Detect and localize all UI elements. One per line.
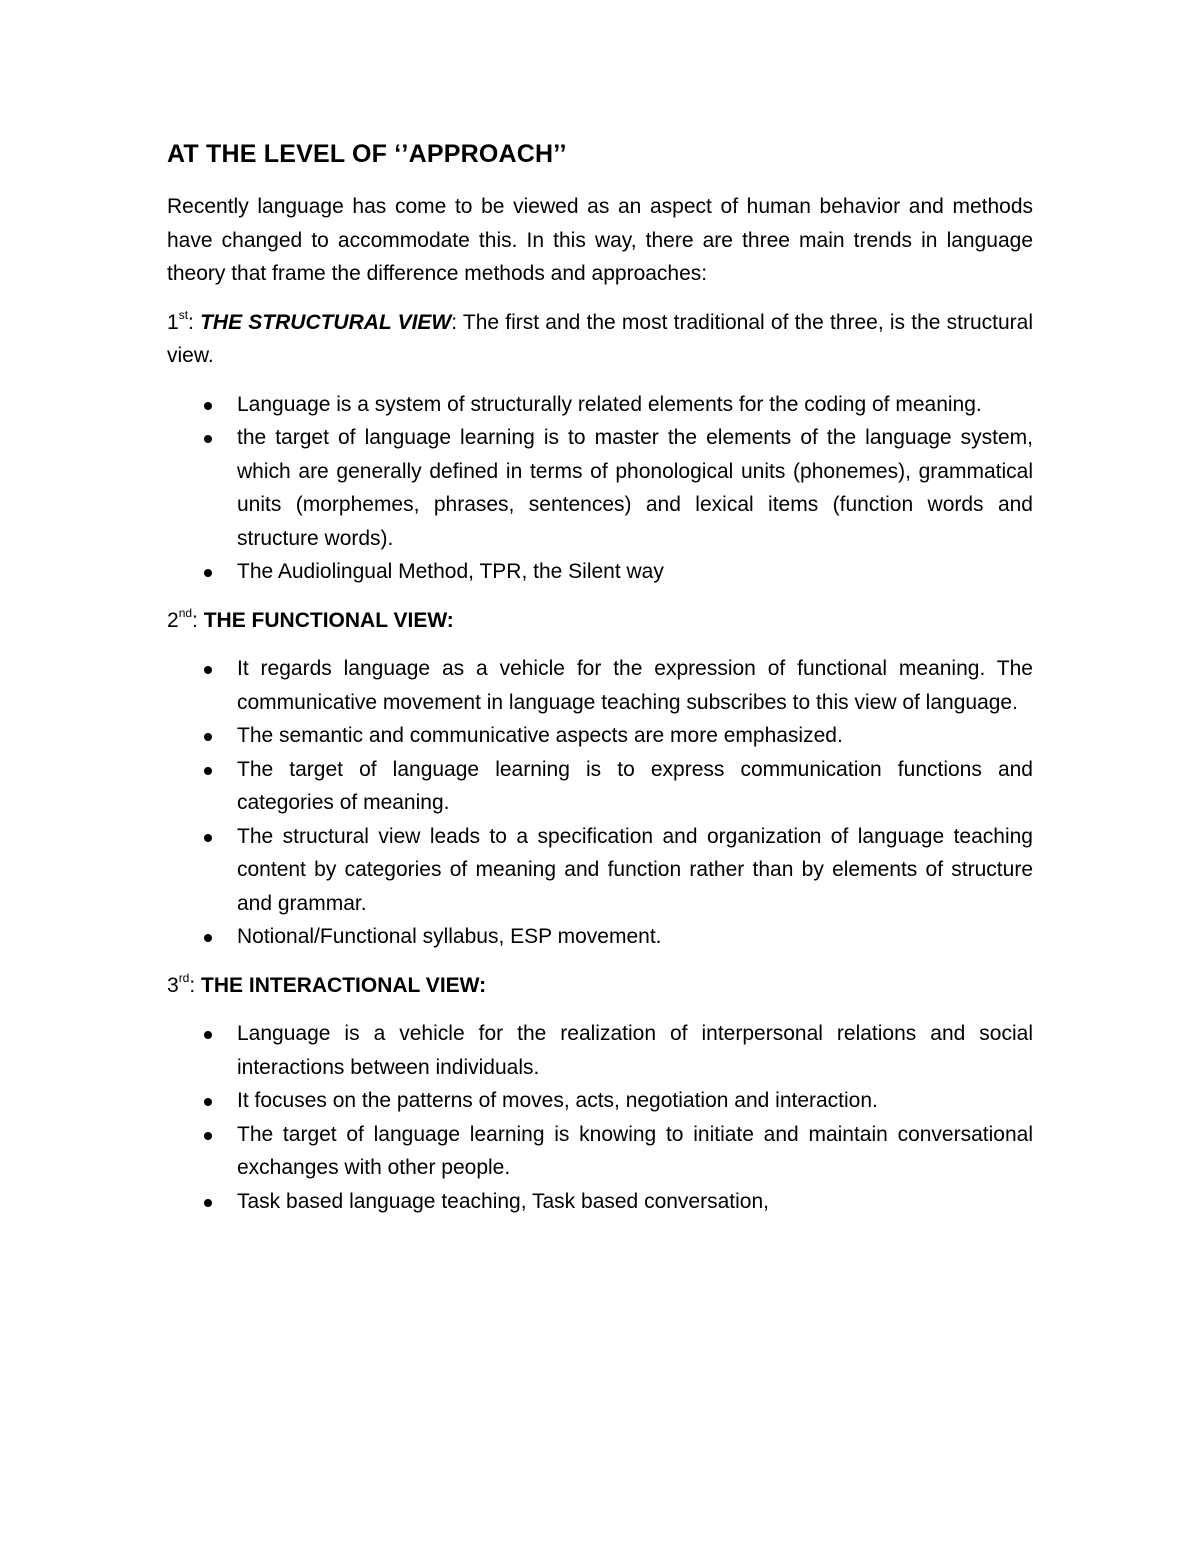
list-item-text: The structural view leads to a specification and organization of language teaching content by categories of meaning and function rather than by elements of structure and grammar. <box>237 824 1033 915</box>
section-label: THE STRUCTURAL VIEW <box>200 310 452 334</box>
list-item <box>167 388 1033 422</box>
list-item-text: Language is a vehicle for the realization of interpersonal relations and social interactions between individuals. <box>237 1022 1033 1079</box>
list-item <box>167 1185 1033 1219</box>
list-item <box>167 1017 1033 1084</box>
section-number: 2 <box>167 608 179 632</box>
list-item-text: Language is a system of structurally related elements for the coding of meaning. <box>237 392 982 416</box>
list-item-text: The Audiolingual Method, TPR, the Silent way <box>237 560 664 583</box>
bullet-list-functional <box>167 652 1033 954</box>
bullet-icon <box>204 733 212 741</box>
list-item-text: Notional/Functional syllabus, ESP movement. <box>237 925 662 948</box>
list-item <box>167 421 1033 555</box>
section-heading-structural <box>167 306 1033 373</box>
section-number: 3 <box>167 973 179 997</box>
bullet-icon <box>204 569 212 577</box>
bullet-list-interactional <box>167 1017 1033 1218</box>
ordinal-suffix: st <box>178 307 189 322</box>
list-item <box>167 1084 1033 1118</box>
bullet-icon <box>204 767 212 775</box>
list-item <box>167 820 1033 921</box>
list-item-text: It regards language as a vehicle for the expression of functional meaning. The communicative movement in language teaching subscribes to this view of language. <box>237 657 1033 714</box>
bullet-icon <box>204 934 212 942</box>
bullet-icon <box>204 1031 212 1039</box>
bullet-list-structural <box>167 388 1033 589</box>
list-item <box>167 753 1033 820</box>
heading-colon: : <box>189 973 202 997</box>
section-description: : The first and the most traditional of the three, is the structural view. <box>167 310 1033 367</box>
list-item-text: It focuses on the patterns of moves, acts, negotiation and interaction. <box>237 1089 878 1112</box>
list-item-text: The target of language learning is knowing to initiate and maintain conversational exchanges with other people. <box>237 1122 1033 1179</box>
bullet-icon <box>204 1199 212 1207</box>
section-label: THE INTERACTIONAL VIEW: <box>201 973 487 997</box>
document-page <box>167 136 1033 1233</box>
list-item-text: the target of language learning is to master the elements of the language system, which are generally defined in terms of phonological units (phonemes), grammatical units (morphemes, phrases, sentences) and lexical items (function words and structure words). <box>237 426 1033 550</box>
section-heading-functional <box>167 604 1033 638</box>
document-title: AT THE LEVEL OF ‘’APPROACH’’ <box>167 140 567 168</box>
section-heading-interactional <box>167 969 1033 1003</box>
bullet-icon <box>204 666 212 674</box>
section-number: 1 <box>167 310 179 334</box>
list-item <box>167 719 1033 753</box>
list-item <box>167 555 1033 589</box>
list-item-text: The target of language learning is to express communication functions and categories of meaning. <box>237 757 1033 814</box>
section-label: THE FUNCTIONAL VIEW: <box>203 608 454 632</box>
ordinal-suffix: rd <box>178 970 190 985</box>
ordinal-suffix: nd <box>178 605 193 620</box>
bullet-icon <box>204 435 212 443</box>
intro-paragraph: Recently language has come to be viewed as an aspect of human behavior and methods have changed to accommodate this. In this way, there are three main trends in language theory that frame the difference methods and approaches: <box>167 195 1033 285</box>
list-item-text: Task based language teaching, Task based conversation, <box>237 1189 769 1213</box>
bullet-icon <box>204 1132 212 1140</box>
heading-colon: : <box>192 608 204 632</box>
bullet-icon <box>204 1098 212 1106</box>
bullet-icon <box>204 834 212 842</box>
heading-colon: : <box>188 310 201 334</box>
list-item-text: The semantic and communicative aspects are more emphasized. <box>237 724 843 747</box>
list-item <box>167 1118 1033 1185</box>
list-item <box>167 652 1033 719</box>
list-item <box>167 920 1033 954</box>
bullet-icon <box>204 402 212 410</box>
